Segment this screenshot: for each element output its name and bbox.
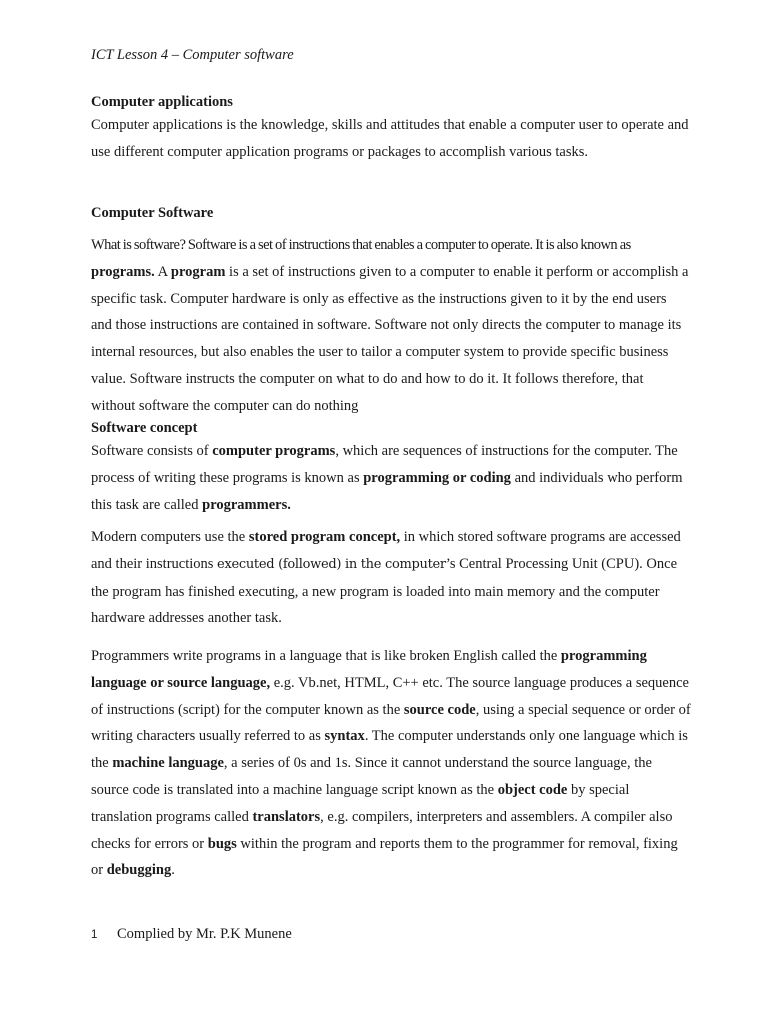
bold-term: computer programs bbox=[212, 443, 336, 459]
page-footer bbox=[91, 926, 292, 943]
paragraph: Computer applications is the knowledge, skills and attitudes that enable a computer user to operate and use different computer application programs or packages to accomplish various tasks. bbox=[91, 117, 689, 160]
bold-term: programming or coding bbox=[363, 469, 511, 486]
paragraph-programming-languages bbox=[91, 643, 691, 884]
bold-term: program bbox=[170, 263, 226, 280]
text-run-alt-font: executed (followed) in the computer bbox=[217, 556, 446, 572]
bold-term: debugging bbox=[106, 862, 172, 879]
bold-term: translators bbox=[252, 808, 321, 825]
text-run: . The computer understands only one language which is the bbox=[91, 728, 688, 772]
section-computer-applications bbox=[91, 92, 691, 166]
text-run: What is software? Software is a set of instructions that enables a computer to operate. It is also known as bbox=[91, 237, 631, 253]
bold-term: syntax bbox=[324, 728, 365, 745]
text-run: , which are sequences of instructions for the computer. The process of writing these programs is known as bbox=[91, 443, 678, 486]
bold-term: programmers. bbox=[202, 496, 291, 513]
text-run: Programmers write programs in a language that is like broken English called the bbox=[91, 648, 561, 664]
text-run: in which stored software programs are accessed and their instructions bbox=[91, 529, 681, 572]
bold-term: stored program concept, bbox=[248, 529, 401, 545]
text-run: Modern computers use the bbox=[91, 529, 249, 545]
bold-term: source code bbox=[403, 701, 476, 718]
bold-term: object code bbox=[497, 781, 568, 798]
text-run: e.g. Vb.net, HTML, C++ etc. The source language produces a sequence of instructions (script) for the computer known as the bbox=[91, 674, 689, 718]
bold-term: machine language bbox=[112, 755, 224, 772]
text-run: , using a special sequence or order of writing characters usually referred to as bbox=[91, 701, 691, 745]
section-heading: Software concept bbox=[91, 420, 198, 436]
text-run: is a set of instructions given to a computer to enable it perform or accomplish a specific task. Computer hardware is only as effective as the instructions given to it by the end users and those instructions are contained in software. Software not only directs the computer to manage its internal resources, but also enables the user to tailor a computer system to provide specific business value. Software instructs the computer on what to do and how to do it. It follows therefore, that without software the computer can do nothing bbox=[91, 263, 689, 414]
text-run: within the program and reports them to the programmer for removal, fixing or bbox=[91, 835, 678, 879]
paragraph bbox=[91, 438, 691, 518]
section-heading: Computer applications bbox=[91, 94, 233, 110]
section-heading: Computer Software bbox=[91, 205, 214, 221]
bold-term: programs. bbox=[91, 263, 155, 280]
text-run: by special translation programs called bbox=[91, 781, 630, 825]
page-number: 1 bbox=[91, 929, 98, 941]
text-run: , e.g. compilers, interpreters and assemblers. A compiler also checks for errors or bbox=[91, 808, 673, 852]
text-run: A bbox=[154, 263, 171, 280]
footer-credit: Complied by Mr. P.K Munene bbox=[117, 926, 292, 942]
bold-term: programming language or source language, bbox=[91, 648, 647, 691]
bold-term: bugs bbox=[207, 835, 237, 852]
text-run: Software consists of bbox=[91, 443, 213, 459]
text-run: , a series of 0s and 1s. Since it cannot understand the source language, the source code is translated into a machine language script known as the bbox=[91, 755, 652, 798]
paragraph bbox=[91, 232, 691, 420]
text-run: ’s Central Processing Unit (CPU). Once the program has finished executing, a new program is loaded into main memory and the computer hardware addresses another task. bbox=[91, 555, 678, 627]
text-run: and individuals who perform this task are called bbox=[91, 469, 683, 513]
section-software-concept bbox=[91, 418, 691, 518]
paragraph-stored-program bbox=[91, 524, 691, 632]
page-header: ICT Lesson 4 – Computer software bbox=[91, 47, 294, 63]
section-computer-software bbox=[91, 203, 691, 420]
text-run: . bbox=[171, 862, 175, 879]
